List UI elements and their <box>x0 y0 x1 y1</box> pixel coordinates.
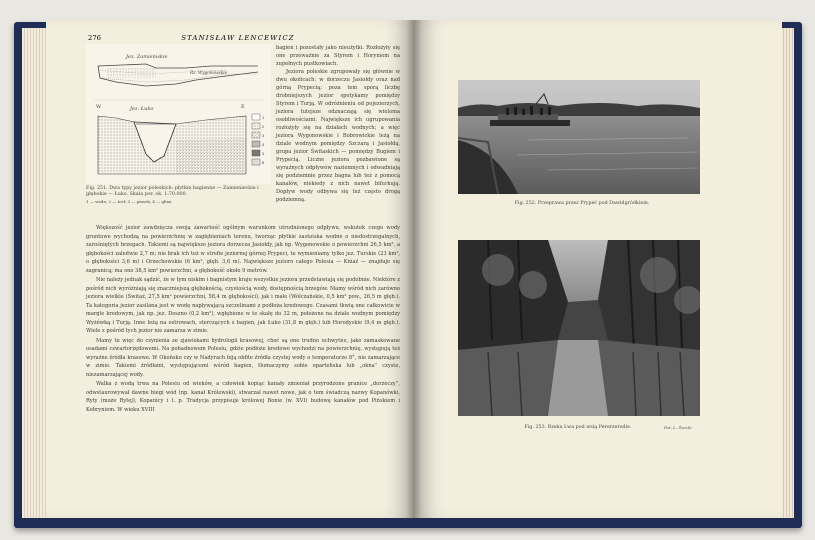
figure-caption-text: Fig. 251. Dwa typy jezior poleskich: płytkie bagienne — Zamienieckie i głębokie — Łuko. Skala por. ok. 1:70.000. <box>86 186 259 197</box>
svg-text:5: 5 <box>262 152 265 156</box>
right-column-text <box>276 44 400 204</box>
book-gutter <box>406 20 422 518</box>
ferry-photo <box>458 80 700 194</box>
paragraph: Mamy tu więc do czynienia ze zjawiskami hydrologii krasowej, choć są one trudno uchwytne, jako zamaskowane osadami czwartorzędowemi. Na pohadnowem Polesiu, gdzie podłoże kredowe wychodzi na powierzchnię, występują też wyraźne źródła krasowe. W Okońsku czy w Nadyrach biją obfite źródła czystej wody o temperaturze 8°, nie zamarzające w zimie. Takiemi źródłami, występującemi wśród bagien, tłumaczymy sobie opartełiska lub „okna” czyste, niezamarzającej wody. <box>86 337 400 378</box>
paragraph: Walka z wodą trwa na Polesiu od wieków, a człowiek kopiąc kanały zmieniał przyrodzone granice „dorzeczy”, odwstaurowywał dawne biegi wód (np. kanał Królewski), stwarzał nawet nowe, jak o tem świadczą nazwy Kopanówki, Ryty (może Rytej), Kopanicy i t. p. Tradycja przypisuje królowej Bonie (w. XVI) budowę kanałów pod Pińskiem i Kobryniem. W wieku XVIII <box>86 381 400 413</box>
svg-text:3: 3 <box>262 134 265 138</box>
paragraph: Jeziora poleskie zgrupowały się głównie w dwu okolicach: w dorzeczu Jasiołdy oraz nad górną Prypecią; poza tem sporą liczbę drobniejszych jezior spotykamy pomiędzy Styrem i Turją. W odróżnieniu od pojezierzych, jeziora tutejsze odznaczają się wieloma osobliwościami. Największe ich ugrupowania rozłożyły się na działach wodnych; a więc jeziora Wygonowskie i Bobrowickie leżą na dziale wodnym pomiędzy Szczarą i Jasiołdą, grupa jezior Świtaskich — pomiędzy Bugiem i Prypecią. Liczne jeziora pozbawione są wyraźnych odpływów naziemnych i odwadniają się podziemnie przez bagna lub też z pomocą kanałów, niekiedy z nich nawet bifurkują. Dopływ wody odbywa się też często drogą podziemną. <box>276 69 400 203</box>
paragraph: bagien i pozostały jako nieużytki. Rozłożyły się one przeważnie za Styrem i Horyniem na zupełnych pustkowiach. <box>276 45 400 67</box>
svg-text:2: 2 <box>262 125 265 129</box>
svg-text:W: W <box>96 104 102 110</box>
paragraph: Większość jezior zawdzięcza swoją zawartość ogólnym warunkom utrudnionego odpływu, wskutek czego wody gruntowe wychodzą na powierzchnię w zagłębieniach terenu, tworząc płytkie zastoiska wodne o niedostrzegalnych, zarośniętych brzegach. Takiemi są największe jeziora dorzecza Jasiołdy, jak np. Wygonowskie o powierzchni 26,5 km², a głębokości zaledwie 2,7 m; nie brak ich też w strefie jeziornej górnej Prypeci, te wymieniamy tylko jez. Turskie (23 km², o głębokości 3,6 m) i Orzechowskie (6 km², głęb. 3,6 m). Największe jezioro całego Polesia — Kniaź — znajduje się zagranicą; ma ono 38,5 km² powierzchni, a głębokość około 9 metrów. <box>86 225 400 274</box>
page-number: 276 <box>88 34 101 42</box>
running-title: STANISŁAW LENCEWICZ <box>181 34 295 42</box>
figure-legend-text: 1 — woda; 2 — torf; 3 — piasek; 4 — glina <box>86 199 172 204</box>
svg-text:6: 6 <box>262 161 265 165</box>
body-text <box>86 224 400 415</box>
figure-label-bottom: Jez. Łuko <box>130 106 154 112</box>
photo2-caption: Fig. 253. Rzeka Lwa pod wsią Pererzerodie. <box>524 425 632 430</box>
figure-label-top-right: Rz. Wygonowskie <box>190 70 228 75</box>
photo1-caption: Fig. 252. Przeprawa przez Prypeć pod Dawidgródkiem. <box>514 201 650 206</box>
lake-cross-section-figure <box>86 44 271 184</box>
paragraph: Nie należy jednak sądzić, że w tym niskim i bagnistym kraju wszystkie jeziora przedstawiają się podobnie. Niektóre z pośród nich wyróżniają się znaczniejszą głębokością, czystością wody, dostępnością brzegów. Mamy wśród nich zarówno jeziora wielkie (Świtaź, 27,5 km² powierzchni, 58,4 m głębokości), jak i małe (Wólczańskie, 0,5 km² pow., 26,5 m głęb.). Ta kategoria jezior zasilana jest w wodę napływającą szczelinami z podłoża kredowego. Czasami tkwią one całkowicie w margle kredowym, jak np. jez. Doszno (0,2 km²), wgłębione w te skałę do 32 m, położone na dziale wodnym pomiędzy Wyżówką i Turją. Inne leżą na ostrowach, sterczących z bagien, jak Łuko (31,8 m głęb.) lub Horodyskie (9,4 m głęb.). Wiele z pośród tych jezior nie zamarza w zimie. <box>86 277 400 334</box>
svg-text:4: 4 <box>262 143 265 147</box>
figure-caption <box>86 186 272 205</box>
svg-text:1: 1 <box>262 116 265 120</box>
photo2-credit: Fot. L. Świcki <box>664 425 692 430</box>
svg-text:E: E <box>241 104 245 110</box>
river-photo <box>458 240 700 416</box>
figure-label-top-left: Jez. Zamieniskie <box>126 54 168 60</box>
